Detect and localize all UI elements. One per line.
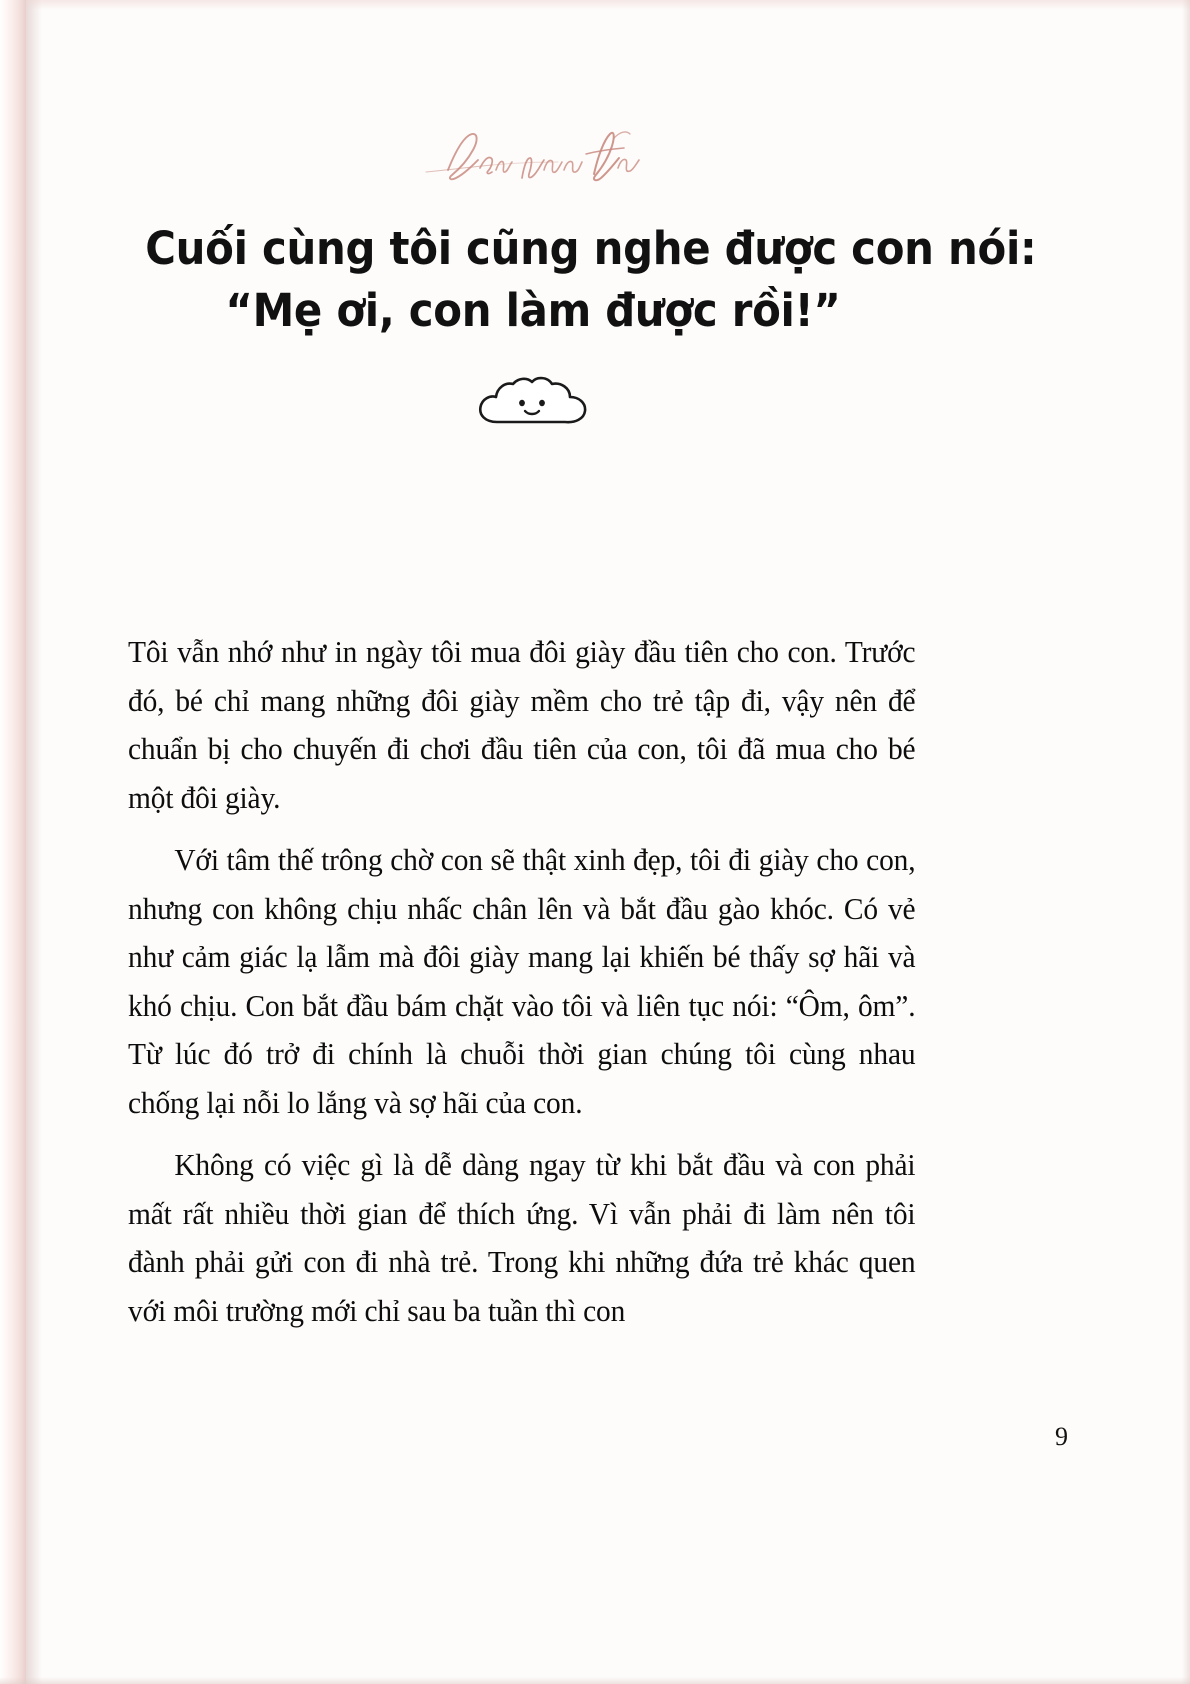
body-text — [128, 628, 944, 1335]
section-ornament — [128, 372, 938, 428]
chapter-eyebrow-script — [128, 118, 938, 192]
page-title-line-1: Cuối cùng tôi cũng nghe được con nói: — [145, 222, 1037, 275]
paragraph-3: Không có việc gì là dễ dàng ngay từ khi bắt đầu và con phải mất rất nhiều thời gian để thích ứng. Vì vẫn phải đi làm nên tôi đành phải gửi con đi nhà trẻ. Trong khi những đứa trẻ khác quen với môi trường mới chỉ sau ba tuần thì con — [128, 1148, 916, 1328]
handwritten-script-icon — [418, 120, 648, 190]
page-number: 9 — [1055, 1422, 1068, 1451]
paragraph-2: Với tâm thế trông chờ con sẽ thật xinh đẹp, tôi đi giày cho con, nhưng con không chịu nhấc chân lên và bắt đầu gào khóc. Có vẻ như cảm giác lạ lẫm mà đôi giày mang lại khiến bé thấy sợ hãi và khó chịu. Con bắt đầu bám chặt vào tôi và liên tục nói: “Ôm, ôm”. Từ lúc đó trở đi chính là chuỗi thời gian chúng tôi cùng nhau chống lại nỗi lo lắng và sợ hãi của con. — [128, 843, 916, 1120]
paragraph-1: Tôi vẫn nhớ như in ngày tôi mua đôi giày đầu tiên cho con. Trước đó, bé chỉ mang những đôi giày mềm cho trẻ tập đi, vậy nên để chuẩn bị cho chuyến đi chơi đầu tiên của con, tôi đã mua cho bé một đôi giày. — [128, 635, 916, 815]
page-right-edge — [1182, 0, 1190, 1684]
page-gutter-edge — [0, 0, 26, 1684]
page-title-line-2: “Mẹ ơi, con làm được rồi!” — [225, 284, 841, 337]
page-gutter-shadow — [26, 0, 42, 1684]
smiling-cloud-icon — [475, 372, 591, 428]
page-content-column — [128, 0, 1037, 1684]
page-title — [116, 218, 1037, 342]
